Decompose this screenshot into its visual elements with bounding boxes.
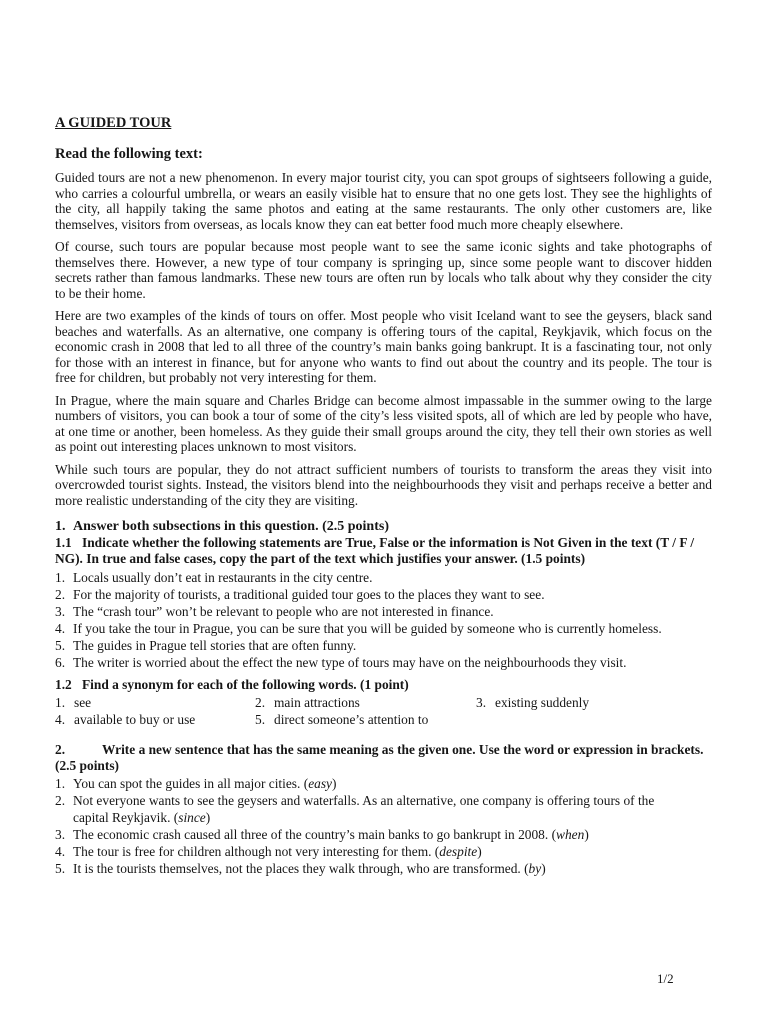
paragraph-5: While such tours are popular, they do not attract sufficient numbers of tourists to transform the areas they visit into overcrowded tourist sights. Instead, the visitors blend into the neighbourhoods they visit and perhaps receive a better and more realistic understanding of the city they are visiting. <box>55 461 712 508</box>
rewrite-text: You can spot the guides in all major cities. ( <box>73 776 309 791</box>
statement-number: 4. <box>55 621 66 636</box>
statement-item <box>55 620 712 637</box>
statement-number: 3. <box>55 604 66 619</box>
synonym-word-text: direct someone’s attention to <box>274 712 429 727</box>
synonym-word-text: main attractions <box>274 695 360 710</box>
statement-text: The “crash tour” won’t be relevant to people who are not interested in finance. <box>73 604 494 619</box>
paragraph-1: Guided tours are not a new phenomenon. In every major tourist city, you can spot groups of sightseers following a guide, who carries a colourful umbrella, or wears an easily visible hat to ensure that no one gets lost. They see the highlights of the city, all happily taking the same photos and eating at the same restaurants. The only other customers are, like themselves, visitors from overseas, as locals know they can eat better food much more cheaply elsewhere. <box>55 170 712 232</box>
synonym-word-number: 5. <box>255 712 266 727</box>
section-1-number: 1. <box>55 519 66 534</box>
subsection-1-2-number: 1.2 <box>55 677 72 692</box>
section-2-number: 2. <box>55 742 66 757</box>
rewrite-number: 2. <box>55 793 66 808</box>
rewrite-item <box>55 860 663 877</box>
statement-text: If you take the tour in Prague, you can be sure that you will be guided by someone who is currently homeless. <box>73 621 662 636</box>
statement-text: The writer is worried about the effect the new type of tours may have on the neighbourhoods they visit. <box>73 655 627 670</box>
rewrite-text: The tour is free for children although not very interesting for them. ( <box>73 844 440 859</box>
synonym-word-item <box>55 694 255 711</box>
statement-item <box>55 569 712 586</box>
rewrite-close: ) <box>331 776 337 791</box>
rewrite-sentence <box>73 826 663 843</box>
section-1-heading <box>55 518 712 535</box>
rewrite-hint-word: by <box>528 861 542 876</box>
statement-item <box>55 637 712 654</box>
section-2-heading <box>55 742 712 774</box>
reading-instruction: Read the following text: <box>55 146 203 162</box>
synonym-word-text: existing suddenly <box>495 695 590 710</box>
synonym-word-number: 1. <box>55 695 66 710</box>
section-2-text: Write a new sentence that has the same meaning as the given one. Use the word or expression in brackets. (2.5 points) <box>55 742 704 773</box>
rewrite-hint-word: when <box>556 827 585 842</box>
rewrite-number: 3. <box>55 827 66 842</box>
statement-text: Locals usually don’t eat in restaurants in the city centre. <box>73 570 373 585</box>
statement-item <box>55 586 712 603</box>
rewrite-close: ) <box>205 810 211 825</box>
rewrite-sentence <box>73 843 663 860</box>
synonym-word-number: 4. <box>55 712 66 727</box>
rewrite-item <box>55 843 663 860</box>
rewrite-sentence <box>73 792 663 826</box>
document-content <box>55 115 712 877</box>
rewrite-text: The economic crash caused all three of the country’s main banks to go bankrupt in 2008. ( <box>73 827 557 842</box>
rewrite-number: 4. <box>55 844 66 859</box>
statement-number: 1. <box>55 570 66 585</box>
paragraph-4: In Prague, where the main square and Charles Bridge can become almost impassable in the summer owing to the large numbers of visitors, you can book a tour of some of the city’s less visited spots, all of which are led by people who have, at one time or another, been homeless. As they guide their small groups around the city, they tell their own stories as well as point out interesting places unknown to most visitors. <box>55 392 712 454</box>
statement-text: The guides in Prague tell stories that are often funny. <box>73 638 357 653</box>
statement-text: For the majority of tourists, a traditional guided tour goes to the places they want to see. <box>73 587 545 602</box>
statement-number: 2. <box>55 587 66 602</box>
synonym-word-text: available to buy or use <box>74 712 196 727</box>
subsection-1-1-heading <box>55 535 712 567</box>
true-false-list <box>55 569 712 671</box>
synonym-word-number: 3. <box>476 695 487 710</box>
statement-item <box>55 654 712 671</box>
rewrite-close: ) <box>477 844 482 859</box>
section-1-text: Answer both subsections in this question. (2.5 points) <box>73 519 389 534</box>
rewrite-item <box>55 792 663 826</box>
synonym-word-number: 2. <box>255 695 266 710</box>
rewrite-hint-word: despite <box>439 844 478 859</box>
rewrite-hint-word: since <box>178 810 206 825</box>
rewrite-number: 1. <box>55 776 66 791</box>
page-number: 1/2 <box>657 971 674 986</box>
rewrite-close: ) <box>584 827 589 842</box>
rewrite-sentence-list <box>55 775 663 877</box>
statement-item <box>55 603 712 620</box>
rewrite-close: ) <box>541 861 546 876</box>
subsection-1-2-text: Find a synonym for each of the following words. (1 point) <box>82 677 409 692</box>
synonym-word-item <box>255 711 476 728</box>
rewrite-item <box>55 826 663 843</box>
rewrite-text: It is the tourists themselves, not the places they walk through, who are transformed. ( <box>73 861 529 876</box>
rewrite-sentence <box>73 775 663 792</box>
subsection-1-1-number: 1.1 <box>55 535 72 550</box>
synonym-word-item <box>476 694 712 711</box>
subsection-1-2-heading <box>55 677 712 693</box>
synonym-word-grid <box>55 694 712 728</box>
paragraph-3: Here are two examples of the kinds of tours on offer. Most people who visit Iceland want to see the geysers, black sand beaches and waterfalls. As an alternative, one company is offering tours of the capital, Reykjavik, which focus on the economic crash in 2008 that led to all three of the country’s main banks going bankrupt. It is a fascinating tour, not only for those with an interest in finance, but for anyone who wants to find out about the country and its people. The tour is free for children, but probably not very interesting for them. <box>55 308 712 385</box>
rewrite-item <box>55 775 663 792</box>
subsection-1-1-text: Indicate whether the following statements are True, False or the information is Not Given in the text (T / F / NG). In true and false cases, copy the part of the text which justifies your answer. (1.5 points) <box>55 535 695 566</box>
rewrite-number: 5. <box>55 861 66 876</box>
statement-number: 5. <box>55 638 66 653</box>
statement-number: 6. <box>55 655 66 670</box>
document-title: A GUIDED TOUR <box>55 115 172 131</box>
synonym-word-item <box>255 694 476 711</box>
rewrite-text: Not everyone wants to see the geysers and waterfalls. As an alternative, one company is offering tours of the capital Reykjavik. ( <box>73 793 655 825</box>
paragraph-2: Of course, such tours are popular because most people want to see the same iconic sights and take photographs of themselves there. However, a new type of tour company is springing up, since some people want to discover hidden secrets rather than famous landmarks. These new tours are often run by locals who talk about why they consider the city to be their home. <box>55 239 712 301</box>
synonym-word-text: see <box>74 695 92 710</box>
rewrite-hint-word: easy <box>308 776 332 791</box>
rewrite-sentence <box>73 860 663 877</box>
synonym-word-item <box>55 711 255 728</box>
